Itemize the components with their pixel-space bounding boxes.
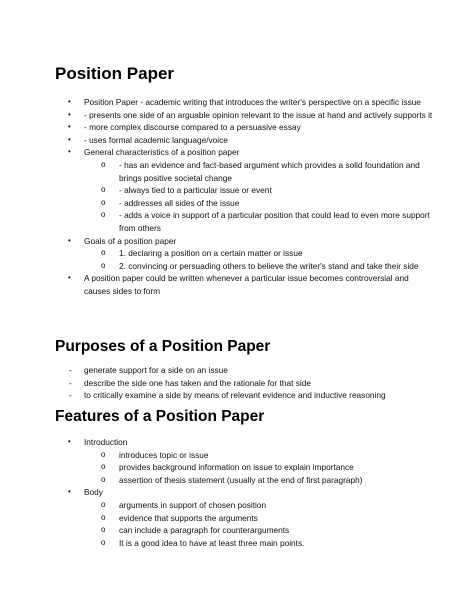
list-item: o 1. declaring a position on a certain matter or issue — [84, 247, 435, 260]
introduction-list — [84, 449, 435, 487]
list-item: - describe the side one has taken and the rationale for that side — [55, 377, 435, 390]
list-item — [55, 235, 435, 273]
list-item: o assertion of thesis statement (usually at the end of first paragraph) — [84, 474, 435, 487]
introduction-label: Introduction — [84, 437, 128, 447]
list-item: o evidence that supports the arguments — [84, 512, 435, 525]
goals-list — [84, 247, 435, 272]
list-item: o provides background information on issue to explain importance — [84, 461, 435, 474]
list-item — [55, 436, 435, 486]
list-item: • Position Paper - academic writing that introduces the writer's perspective on a specific issue — [55, 96, 435, 109]
list-item: o introduces topic or issue — [84, 449, 435, 462]
list-item: o - always tied to a particular issue or event — [84, 184, 435, 197]
purposes-heading: Purposes of a Position Paper — [55, 338, 271, 355]
characteristics-label: General characteristics of a position paper — [84, 147, 240, 158]
list-item: • - presents one side of an arguable opinion relevant to the issue at hand and actively supports it — [55, 109, 435, 122]
list-item: - generate support for a side on an issue — [55, 364, 435, 377]
list-item: o - adds a voice in support of a particular position that could lead to even more support from others — [84, 209, 435, 234]
intro-section — [55, 96, 435, 298]
characteristics-list — [84, 159, 435, 235]
list-item: • - more complex discourse compared to a persuasive essay — [55, 121, 435, 134]
features-section — [55, 436, 435, 549]
list-item: - to critically examine a side by means of relevant evidence and inductive reasoning — [55, 389, 435, 402]
list-item: o - addresses all sides of the issue — [84, 197, 435, 210]
list-item: • A position paper could be written whenever a particular issue becomes controversial and causes sides to form — [55, 272, 435, 297]
list-item: o 2. convincing or persuading others to believe the writer's stand and take their side — [84, 260, 435, 273]
list-item — [55, 486, 435, 549]
body-list — [84, 499, 435, 549]
list-item: o arguments in support of chosen position — [84, 499, 435, 512]
page-title: Position Paper — [55, 64, 175, 83]
purposes-section — [55, 364, 435, 402]
list-item: o can include a paragraph for counterarguments — [84, 524, 435, 537]
list-item — [55, 146, 435, 234]
body-label: Body — [84, 487, 103, 498]
list-item: o - has an evidence and fact-based argument which provides a solid foundation and brings positive societal change — [84, 159, 435, 184]
features-heading: Features of a Position Paper — [55, 408, 265, 425]
goals-label: Goals of a position paper — [84, 235, 177, 246]
list-item: • - uses formal academic language/voice — [55, 134, 435, 147]
list-item: o It is a good idea to have at least three main points. — [84, 537, 435, 550]
